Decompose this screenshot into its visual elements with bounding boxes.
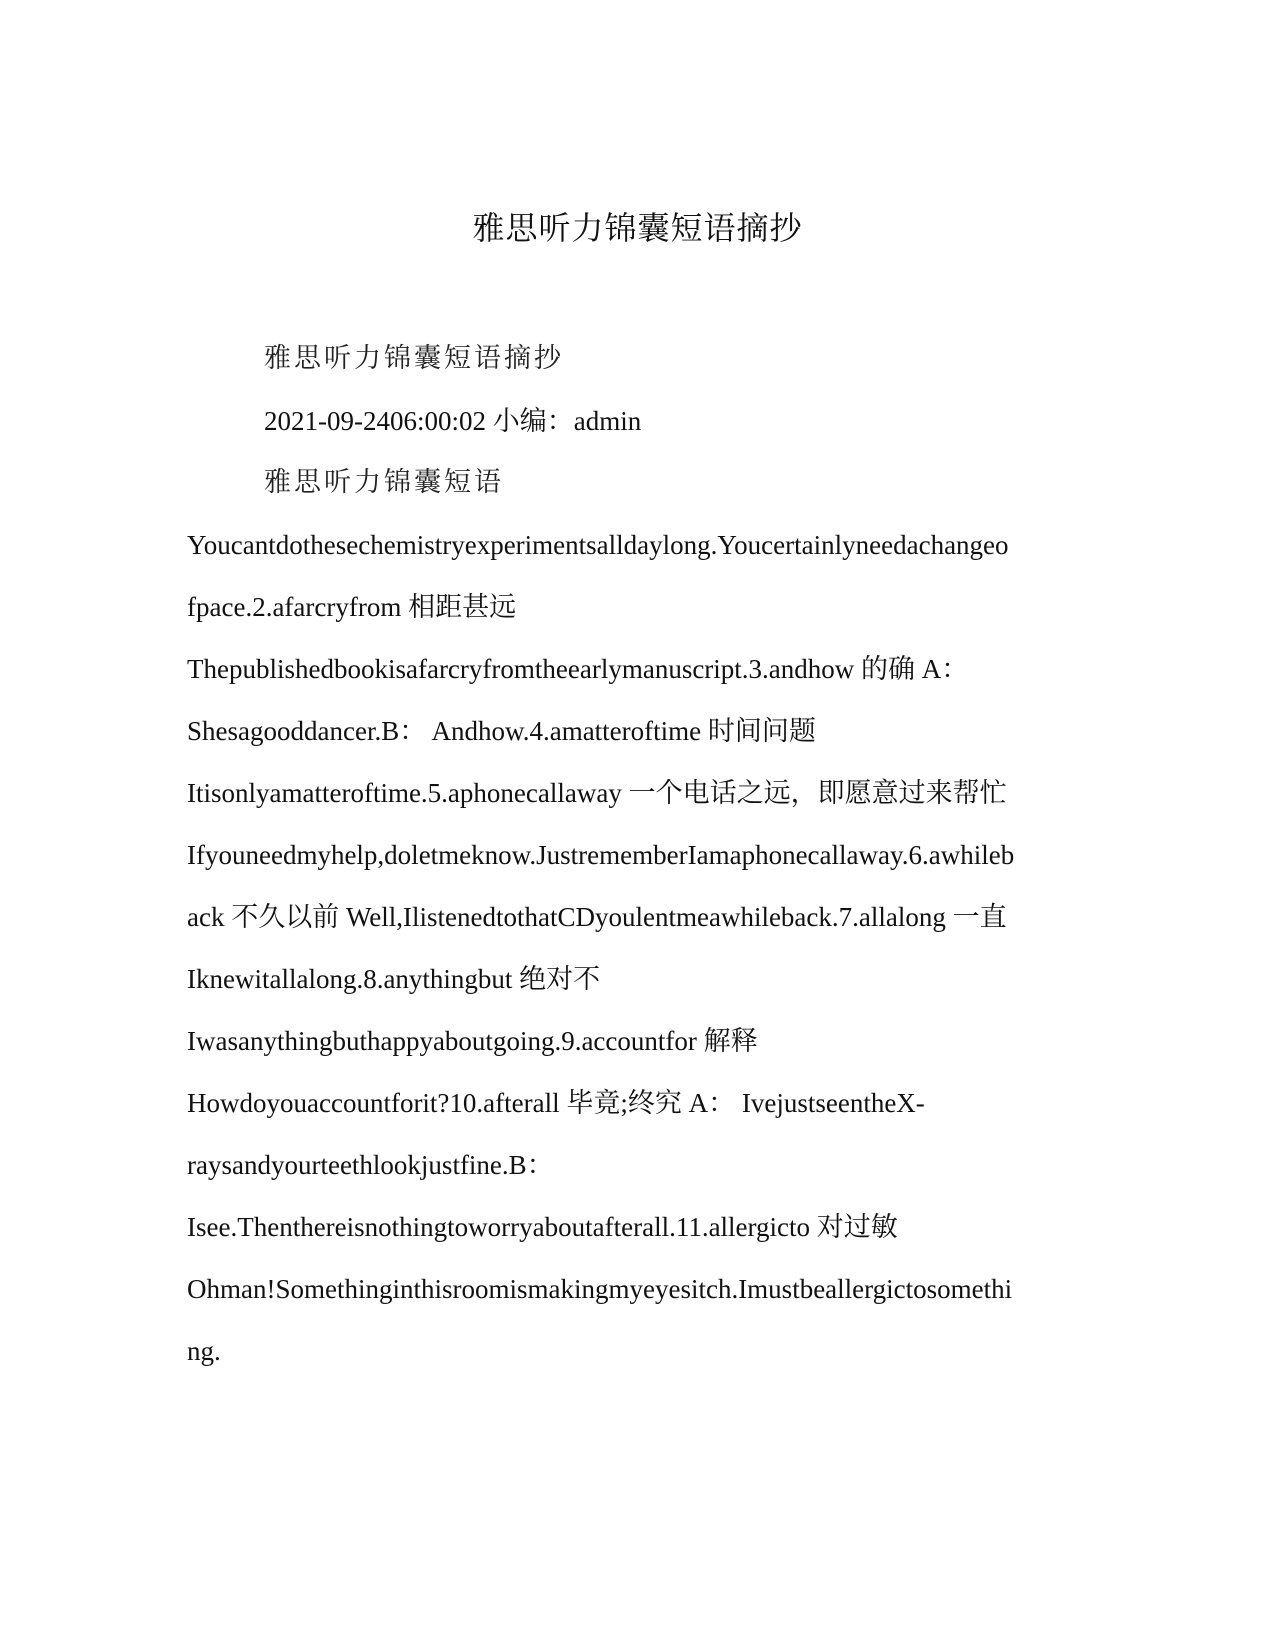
body-line: fpace.2.afarcryfrom 相距甚远 [187, 592, 517, 622]
body-line: Ohman!Somethinginthisroomismakingmyeyesitch.Imustbeallergictosomethi [187, 1274, 1013, 1304]
body-line: ng. [187, 1336, 221, 1366]
body-line: Iknewitallalong.8.anythingbut 绝对不 [187, 964, 601, 994]
body-line: Itisonlyamatteroftime.5.aphonecallaway 一个电话之远，即愿意过来帮忙 [187, 778, 1007, 808]
body-line: Shesagooddancer.B： Andhow.4.amatteroftime 时间问题 [187, 716, 816, 746]
body-line: Ifyouneedmyhelp,doletmeknow.JustrememberIamaphonecallaway.6.awhileb [187, 840, 1015, 870]
document-title: 雅思听力锦囊短语摘抄 [472, 209, 803, 247]
body-line: Howdoyouaccountforit?10.afterall 毕竟;终究 A： IvejustseentheX- [187, 1088, 925, 1118]
document-body [187, 328, 1087, 1382]
body-line: ack 不久以前 Well,IlistenedtothatCDyoulentmeawhileback.7.allalong 一直 [187, 902, 1007, 932]
body-line-subheading: 雅思听力锦囊短语 [264, 467, 504, 498]
body-line: Youcantdothesechemistryexperimentsalldaylong.Youcertainlyneedachangeo [187, 530, 1009, 560]
body-line: Isee.Thenthereisnothingtoworryaboutafterall.11.allergicto 对过敏 [187, 1212, 898, 1242]
body-line: Thepublishedbookisafarcryfromtheearlymanuscript.3.andhow 的确 A： [187, 654, 969, 684]
body-line: raysandyourteethlookjustfine.B： [187, 1150, 554, 1180]
body-line-meta: 2021-09-2406:00:02 小编：admin [264, 406, 642, 436]
body-line-heading: 雅思听力锦囊短语摘抄 [264, 343, 564, 374]
body-line: Iwasanythingbuthappyaboutgoing.9.accountfor 解释 [187, 1026, 758, 1056]
